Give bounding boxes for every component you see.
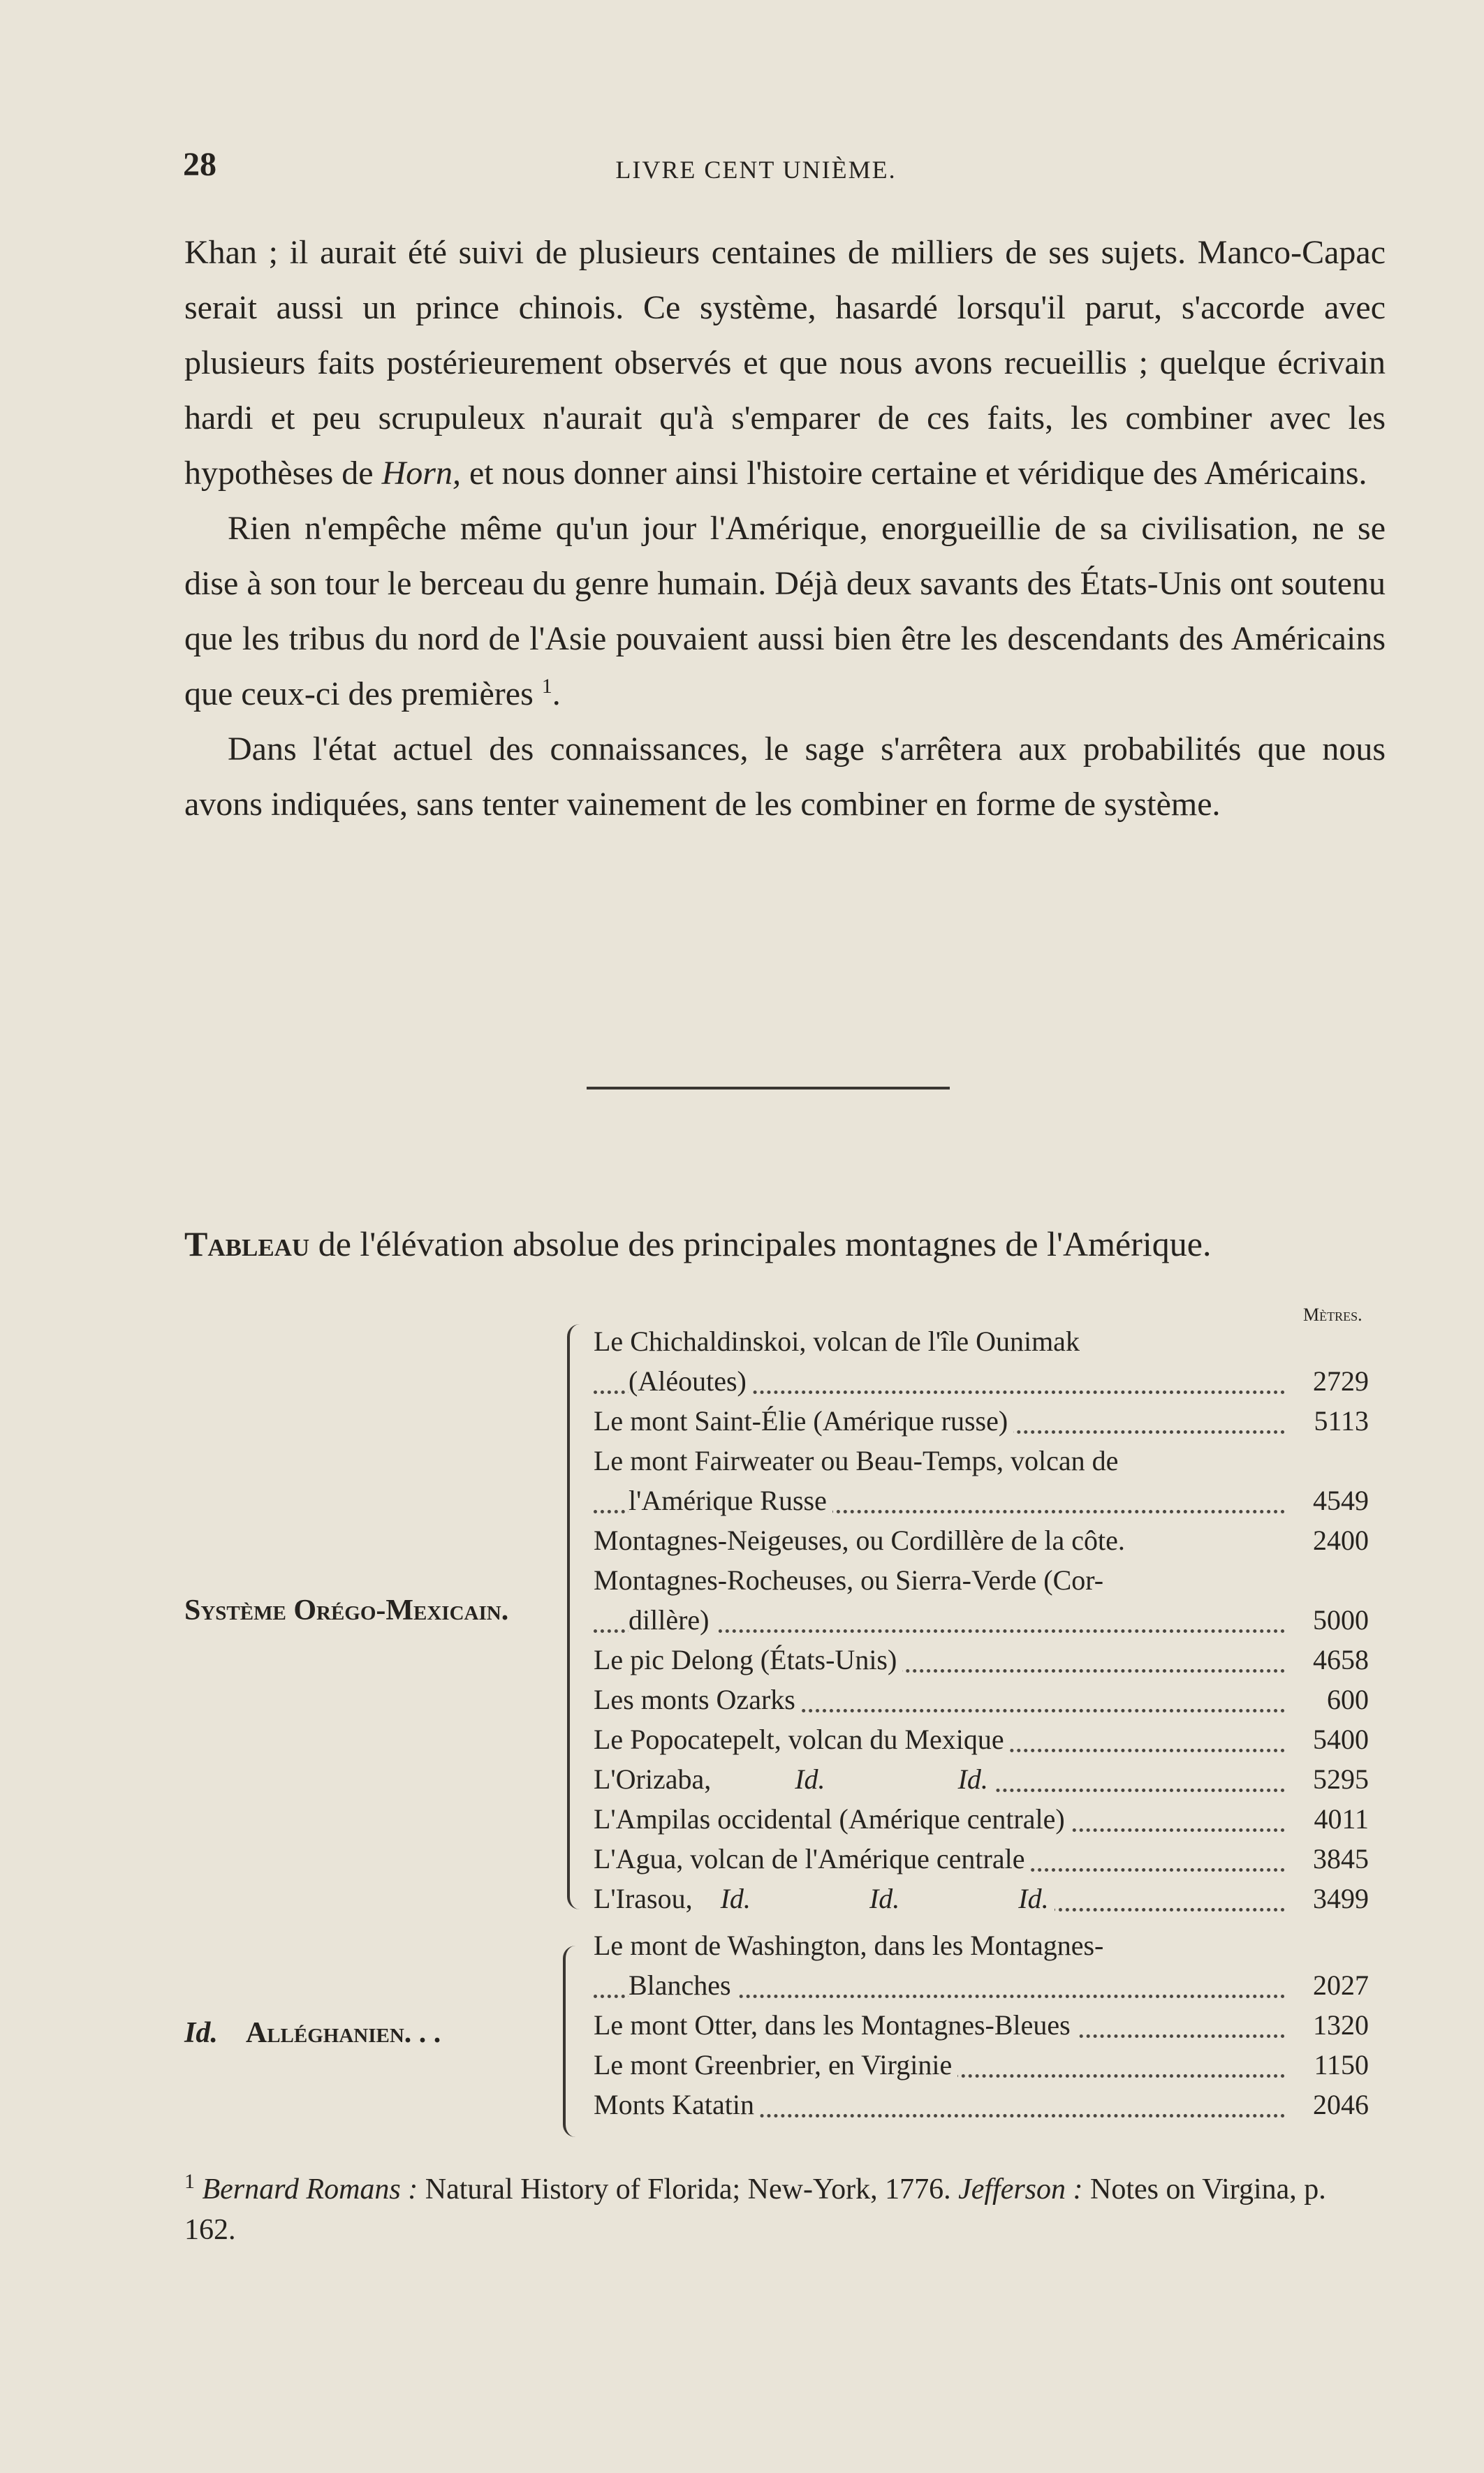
- running-head: LIVRE CENT UNIÈME.: [615, 156, 897, 184]
- system-label-alleghanian: Id. Alléghanien. . .: [184, 2017, 441, 2049]
- table-row: L'Orizaba, Id. Id. 5295: [594, 1759, 1369, 1799]
- table-row: (Aléoutes) 2729: [594, 1361, 1369, 1401]
- table-row: L'Agua, volcan de l'Amérique centrale 3845: [594, 1839, 1369, 1879]
- elevation-value: 4549: [1306, 1481, 1369, 1520]
- elevation-value: 2400: [1306, 1520, 1369, 1560]
- elevation-value: 4658: [1306, 1640, 1369, 1680]
- table-row: Les monts Ozarks 600: [594, 1680, 1369, 1719]
- table-row: L'Irasou, Id. Id. Id. 3499: [594, 1879, 1369, 1918]
- brace-system-2: [563, 1946, 582, 2137]
- elevation-value: 2046: [1306, 2085, 1369, 2125]
- table-row: L'Ampilas occidental (Amérique centrale) 4011: [594, 1799, 1369, 1839]
- table-row: Le pic Delong (États-Unis) 4658: [594, 1640, 1369, 1680]
- elevation-value: 3499: [1306, 1879, 1369, 1918]
- table-row: Le Chichaldinskoi, volcan de l'île Ounimak: [594, 1321, 1369, 1361]
- page-number: 28: [183, 146, 216, 183]
- table-row: Blanches 2027: [594, 1965, 1369, 2005]
- elevation-value: 1150: [1307, 2045, 1369, 2085]
- table-row: Montagnes-Rocheuses, ou Sierra-Verde (Cor-: [594, 1560, 1369, 1600]
- footnote: $^1$ Bernard Romans : Natural History of Florida; New-York, 1776. Jefferson : Notes on Virgina, p. 162.: [184, 2170, 1326, 2246]
- section-divider: [587, 1087, 950, 1089]
- elevation-value: 5113: [1307, 1401, 1369, 1441]
- paragraph-3: Dans l'état actuel des connaissances, le sage s'arrêtera aux probabilités que nous avons indiquées, sans tenter vainement de les combiner en forme de système.: [184, 731, 1386, 823]
- table-row: dillère) 5000: [594, 1600, 1369, 1640]
- table-title: Tableau de l'élévation absolue des principales montagnes de l'Amérique.: [184, 1224, 1212, 1263]
- elevation-value: 5000: [1306, 1600, 1369, 1640]
- elevation-value: 5400: [1306, 1719, 1369, 1759]
- unit-label: Mètres.: [1303, 1305, 1362, 1325]
- elevation-value: 2729: [1306, 1361, 1369, 1401]
- table-row: Le Popocatepelt, volcan du Mexique 5400: [594, 1719, 1369, 1759]
- table-row: Le mont Otter, dans les Montagnes-Bleues 1320: [594, 2005, 1369, 2045]
- elevation-value: 2027: [1306, 1965, 1369, 2005]
- table-row: Le mont Greenbrier, en Virginie 1150: [594, 2045, 1369, 2085]
- footnote-author: Bernard Romans :: [202, 2173, 418, 2206]
- footnote-author: Jefferson :: [958, 2173, 1083, 2206]
- table-row: Le mont Saint-Élie (Amérique russe) 5113: [594, 1401, 1369, 1441]
- elevation-value: 5295: [1306, 1759, 1369, 1799]
- system-label-oregon-mexican: Système Orégo-Mexicain.: [184, 1594, 509, 1627]
- elevation-value: 4011: [1307, 1799, 1369, 1839]
- elevation-table: [594, 1321, 1369, 2125]
- table-row: Le mont Fairweater ou Beau-Temps, volcan de: [594, 1441, 1369, 1481]
- body-text: [184, 225, 1386, 832]
- table-row: Montagnes-Neigeuses, ou Cordillère de la côte. 2400: [594, 1520, 1369, 1560]
- elevation-value: 600: [1320, 1680, 1369, 1719]
- table-row: l'Amérique Russe 4549: [594, 1481, 1369, 1520]
- elevation-value: 3845: [1306, 1839, 1369, 1879]
- paragraph-2: Rien n'empêche même qu'un jour l'Amérique, enorgueillie de sa civilisation, ne se dise à son tour le berceau du genre humain. Déjà deux savants des États-Unis ont soutenu que les tribus du nord de l'Asie pouvaient aussi bien être les descendants des Américains que ceux-ci des premières $^1$.: [184, 510, 1386, 712]
- table-row: Monts Katatin 2046: [594, 2085, 1369, 2125]
- brace-system-1: [567, 1324, 587, 1909]
- table-row: Le mont de Washington, dans les Montagnes-: [594, 1925, 1369, 1965]
- footnote-ref: 1: [541, 675, 552, 698]
- paragraph-1: Khan ; il aurait été suivi de plusieurs centaines de milliers de ses sujets. Manco-Capac serait aussi un prince chinois. Ce système, hasardé lorsqu'il parut, s'accorde avec plusieurs faits postérieurement observés et que nous avons recueillis ; quelque écrivain hardi et peu scrupuleux n'aurait qu'à s'emparer de ces faits, les combiner avec les hypothèses de Horn, et nous donner ainsi l'histoire certaine et véridique des Américains.: [184, 234, 1386, 492]
- elevation-value: 1320: [1306, 2005, 1369, 2045]
